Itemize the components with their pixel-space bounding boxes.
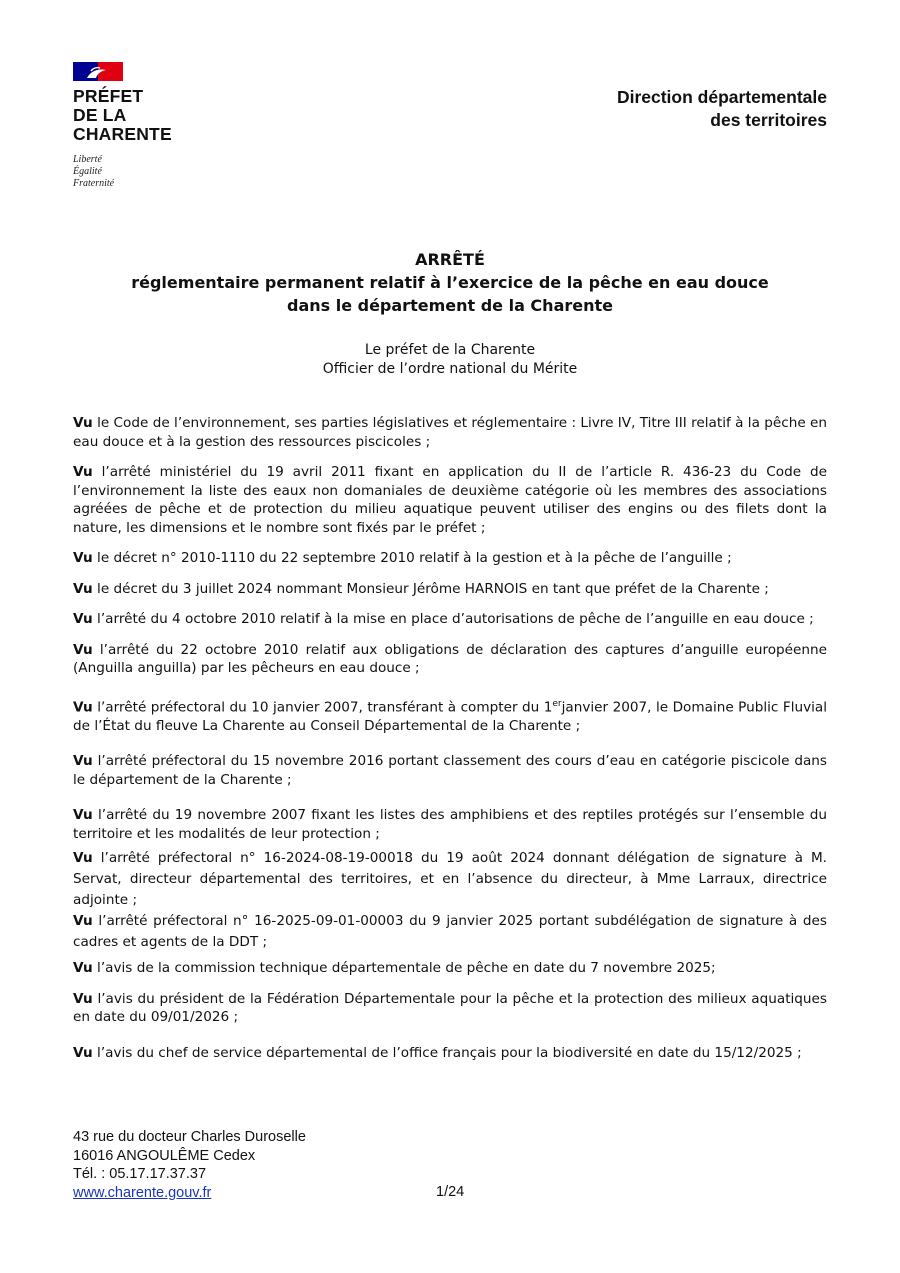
considerant-text-continued: janvier 2007, le Domaine Public Fluvial de l’État du fleuve La Charente au Conseil Départemental de la Charente ; bbox=[73, 699, 828, 734]
considerant-item bbox=[73, 848, 827, 911]
service-line-1: Direction départementale bbox=[616, 87, 827, 107]
considerant-item bbox=[73, 695, 827, 736]
considerant-text: l’avis de la commission technique départementale de pêche en date du 7 novembre 2025; bbox=[97, 960, 716, 977]
logo-name bbox=[73, 87, 203, 144]
considerant-lead: Vu bbox=[73, 850, 93, 867]
considerant-lead: Vu bbox=[73, 913, 93, 930]
considerant-lead: Vu bbox=[73, 415, 93, 431]
considerant-text: le décret n° 2010-1110 du 22 septembre 2010 relatif à la gestion et à la pêche de l’anguille ; bbox=[97, 550, 732, 566]
footer-street: 43 rue du docteur Charles Duroselle bbox=[73, 1129, 306, 1145]
considerant-item bbox=[73, 641, 827, 678]
considerant-text: l’avis du président de la Fédération Départementale pour la pêche et la protection des milieux aquatiques en date du 09/01/2026 ; bbox=[73, 990, 827, 1026]
considerant-lead: Vu bbox=[73, 699, 93, 716]
motto-liberte: Liberté bbox=[73, 154, 102, 165]
considerant-lead: Vu bbox=[73, 580, 93, 597]
footer-phone: Tél. : 05.17.17.37.37 bbox=[73, 1166, 207, 1182]
considerant-item bbox=[73, 580, 827, 599]
considerant-item bbox=[73, 806, 827, 843]
considerant-lead: Vu bbox=[73, 807, 93, 824]
logo-line-2: DE LA bbox=[73, 105, 127, 125]
superscript-er: er bbox=[552, 698, 562, 709]
marianne-flag-icon bbox=[73, 62, 123, 81]
considerant-item bbox=[73, 549, 827, 568]
considerants-list bbox=[73, 414, 827, 1062]
page-number: 1/24 bbox=[436, 1184, 465, 1200]
considerant-lead: Vu bbox=[73, 990, 93, 1007]
considerant-item bbox=[73, 1044, 827, 1063]
prefecture-logo bbox=[73, 62, 203, 190]
motto-fraternite: Fraternité bbox=[73, 178, 115, 189]
considerant-text: l’arrêté du 4 octobre 2010 relatif à la mise en place d’autorisations de pêche de l’anguille en eau douce ; bbox=[97, 611, 814, 627]
prefet-line-2: Officier de l’ordre national du Mérite bbox=[322, 361, 578, 377]
considerant-item bbox=[73, 414, 827, 451]
considerant-text: l’avis du chef de service départemental de l’office français pour la biodiversité en date du 15/12/2025 ; bbox=[97, 1044, 802, 1061]
considerant-lead: Vu bbox=[73, 550, 93, 566]
republic-motto bbox=[73, 154, 203, 190]
prefet-signatory bbox=[60, 341, 840, 379]
considerant-lead: Vu bbox=[73, 464, 93, 480]
considerant-lead: Vu bbox=[73, 753, 93, 770]
considerant-item bbox=[73, 911, 827, 953]
considerant-text: l’arrêté préfectoral du 15 novembre 2016 portant classement des cours d’eau en catégorie piscicole dans le département de la Charente ; bbox=[73, 753, 827, 788]
considerant-item bbox=[73, 752, 827, 789]
considerant-item bbox=[73, 959, 827, 978]
considerant-item bbox=[73, 990, 827, 1027]
footer-city: 16016 ANGOULÊME Cedex bbox=[73, 1147, 256, 1164]
motto-egalite: Égalité bbox=[73, 166, 102, 177]
footer-website-link[interactable]: www.charente.gouv.fr bbox=[73, 1184, 212, 1201]
considerant-text: l’arrêté du 22 octobre 2010 relatif aux obligations de déclaration des captures d’anguille européenne (Anguilla anguilla) par les pêcheurs en eau douce ; bbox=[73, 641, 827, 676]
considerant-lead: Vu bbox=[73, 641, 93, 658]
title-line-1: réglementaire permanent relatif à l’exercice de la pêche en eau douce bbox=[131, 273, 769, 292]
considerant-lead: Vu bbox=[73, 960, 93, 977]
considerant-text: le décret du 3 juillet 2024 nommant Monsieur Jérôme HARNOIS en tant que préfet de la Charente ; bbox=[97, 580, 769, 597]
considerant-text: l’arrêté préfectoral n° 16-2024-08-19-00018 du 19 août 2024 donnant délégation de signature à M. Servat, directeur départemental des territoires, et en l’absence du directeur, à Mme Larraux, directrice adjointe ; bbox=[73, 850, 827, 909]
service-line-2: des territoires bbox=[710, 110, 827, 130]
considerant-lead: Vu bbox=[73, 1044, 93, 1061]
title-heading: ARRÊTÉ bbox=[415, 250, 485, 269]
title-line-2: dans le département de la Charente bbox=[286, 296, 613, 315]
document-title bbox=[60, 248, 840, 317]
logo-line-1: PRÉFET bbox=[73, 86, 144, 106]
prefet-line-1: Le préfet de la Charente bbox=[364, 342, 536, 358]
considerant-text: l’arrêté ministériel du 19 avril 2011 fixant en application du II de l’article R. 436-23 du Code de l’environnement la liste des eaux non domaniales de deuxième catégorie où les membres des associations agréées de pêche et de protection du milieu aquatique peuvent utiliser des engins ou des filets dont la nature, les dimensions et le nombre sont fixés par le préfet ; bbox=[73, 464, 827, 536]
considerant-text: l’arrêté préfectoral n° 16-2025-09-01-00003 du 9 janvier 2025 portant subdélégation de signature à des cadres et agents de la DDT ; bbox=[73, 913, 827, 951]
footer-address bbox=[73, 1128, 306, 1202]
considerant-item bbox=[73, 610, 827, 629]
considerant-text: l’arrêté du 19 novembre 2007 fixant les listes des amphibiens et des reptiles protégés sur l’ensemble du territoire et les modalités de leur protection ; bbox=[73, 807, 827, 842]
considerant-lead: Vu bbox=[73, 611, 93, 627]
considerant-item bbox=[73, 463, 827, 537]
considerant-text: l’arrêté préfectoral du 10 janvier 2007, transférant à compter du 1 bbox=[97, 699, 553, 716]
service-name bbox=[617, 86, 827, 132]
considerant-text: le Code de l’environnement, ses parties législatives et réglementaire : Livre IV, Titre III relatif à la pêche en eau douce et à la gestion des ressources piscicoles ; bbox=[73, 415, 828, 450]
logo-line-3: CHARENTE bbox=[73, 124, 172, 144]
